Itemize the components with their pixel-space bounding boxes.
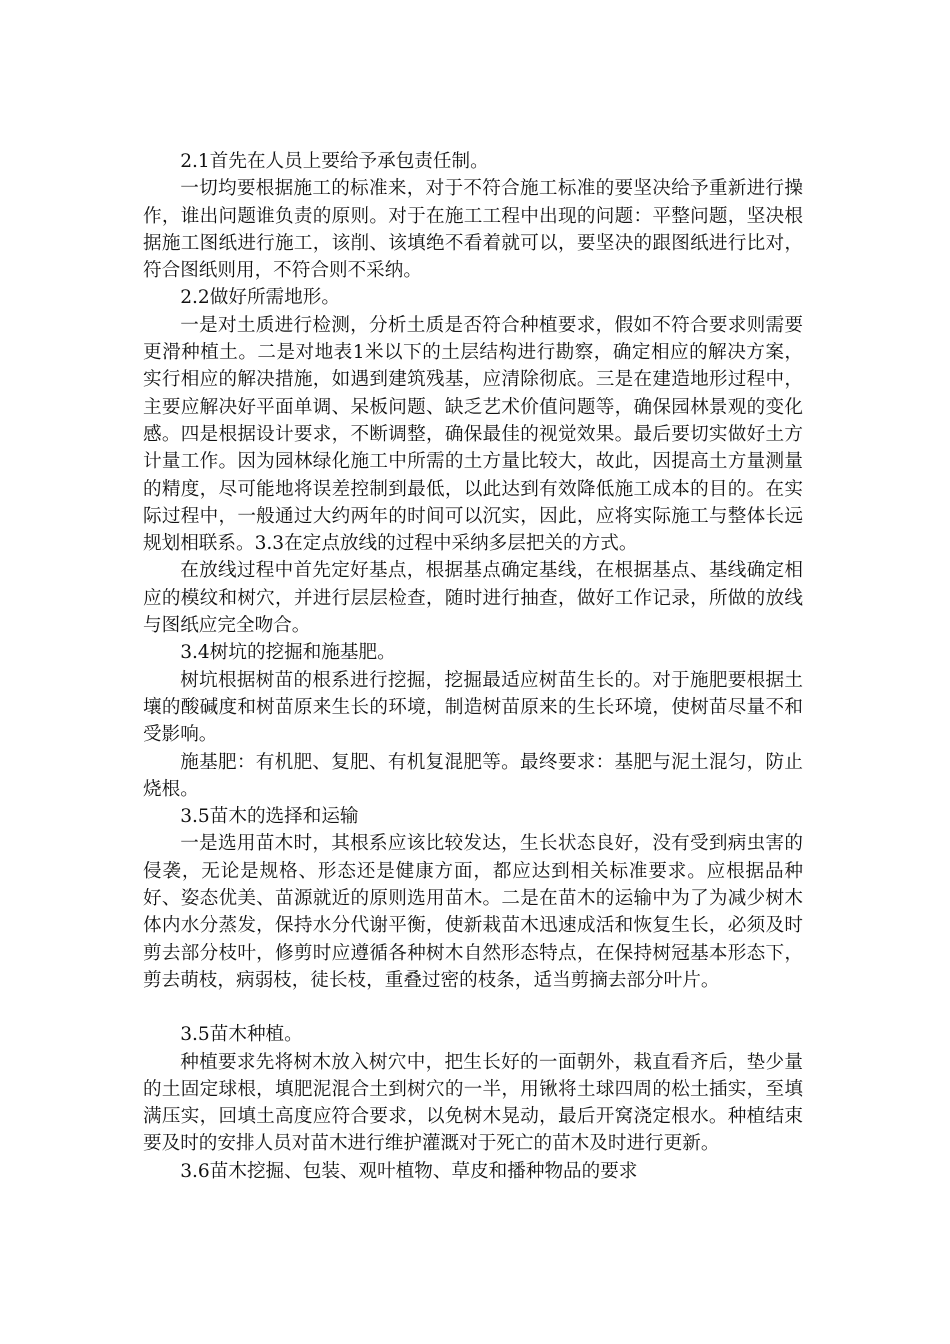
paragraph: 在放线过程中首先定好基点，根据基点确定基线，在根据基点、基线确定相应的模纹和树穴，并进行层层检查，随时进行抽查，做好工作记录，所做的放线与图纸应完全吻合。: [143, 560, 803, 637]
section-heading-2-1: 2.1首先在人员上要给予承包责任制。: [180, 151, 489, 172]
section-heading-3-4: 3.4树坑的挖掘和施基肥。: [180, 642, 396, 664]
paragraph: 种植要求先将树木放入树穴中，把生长好的一面朝外，栽直看齐后，垫少量的土固定球根，填肥泥混合土到树穴的一半，用锹将土球四周的松土插实，至填满压实，回填土高度应符合要求，以免树木晃动，最后开窝浇定根水。种植结束要及时的安排人员对苗木进行维护灌溉对于死亡的苗木及时进行更新。: [143, 1051, 803, 1155]
paragraph: 树坑根据树苗的根系进行挖掘，挖掘最适应树苗生长的。对于施肥要根据土壤的酸碱度和树苗原来生长的环境，制造树苗原来的生长环境，使树苗尽量不和受影响。: [143, 669, 803, 746]
section-heading-3-6: 3.6苗木挖掘、包装、观叶植物、草皮和播种物品的要求: [180, 1160, 638, 1182]
section-heading-3-5: 3.5苗木的选择和运输: [180, 806, 359, 828]
paragraph: 一是对土质进行检测，分析土质是否符合种植要求，假如不符合要求则需要更滑种植土。二是对地表1米以下的土层结构进行勘察，确定相应的解决方案，实行相应的解决措施，如遇到建筑残基，应清除彻底。三是在建造地形过程中，主要应解决好平面单调、呆板问题、缺乏艺术价值问题等，确保园林景观的变化感。四是根据设计要求，不断调整，确保最佳的视觉效果。最后要切实做好土方计量工作。因为园林绿化施工中所需的土方量比较大，故此，因提高土方量测量的精度，尽可能地将误差控制到最低，以此达到有效降低施工成本的目的。在实际过程中，一般通过大约两年的时间可以沉实，因此，应将实际施工与整体长远规划相联系。3.3在定点放线的过程中采纳多层把关的方式。: [143, 314, 803, 555]
paragraph: 一是选用苗木时，其根系应该比较发达，生长状态良好，没有受到病虫害的侵袭，无论是规格、形态还是健康方面，都应达到相关标准要求。应根据品种好、姿态优美、苗源就近的原则选用苗木。二是在苗木的运输中为了为减少树木体内水分蒸发，保持水分代谢平衡，使新栽苗木迅速成活和恢复生长，必须及时剪去部分枝叶，修剪时应遵循各种树木自然形态特点，在保持树冠基本形态下，剪去萌枝，病弱枝，徒长枝，重叠过密的枝条，适当剪摘去部分叶片。: [143, 833, 803, 991]
section-heading-2-2: 2.2做好所需地形。: [180, 287, 340, 309]
paragraph: 施基肥：有机肥、复肥、有机复混肥等。最终要求：基肥与泥土混匀，防止烧根。: [143, 751, 803, 800]
paragraph: 一切均要根据施工的标准来，对于不符合施工标准的要坚决给予重新进行操作，谁出问题谁负责的原则。对于在施工工程中出现的问题：平整问题，坚决根据施工图纸进行施工，该削、该填绝不看着就可以，要坚决的跟图纸进行比对，符合图纸则用，不符合则不采纳。: [143, 178, 803, 282]
section-heading-3-5-planting: 3.5苗木种植。: [180, 1024, 303, 1046]
document-body: [143, 148, 803, 1185]
